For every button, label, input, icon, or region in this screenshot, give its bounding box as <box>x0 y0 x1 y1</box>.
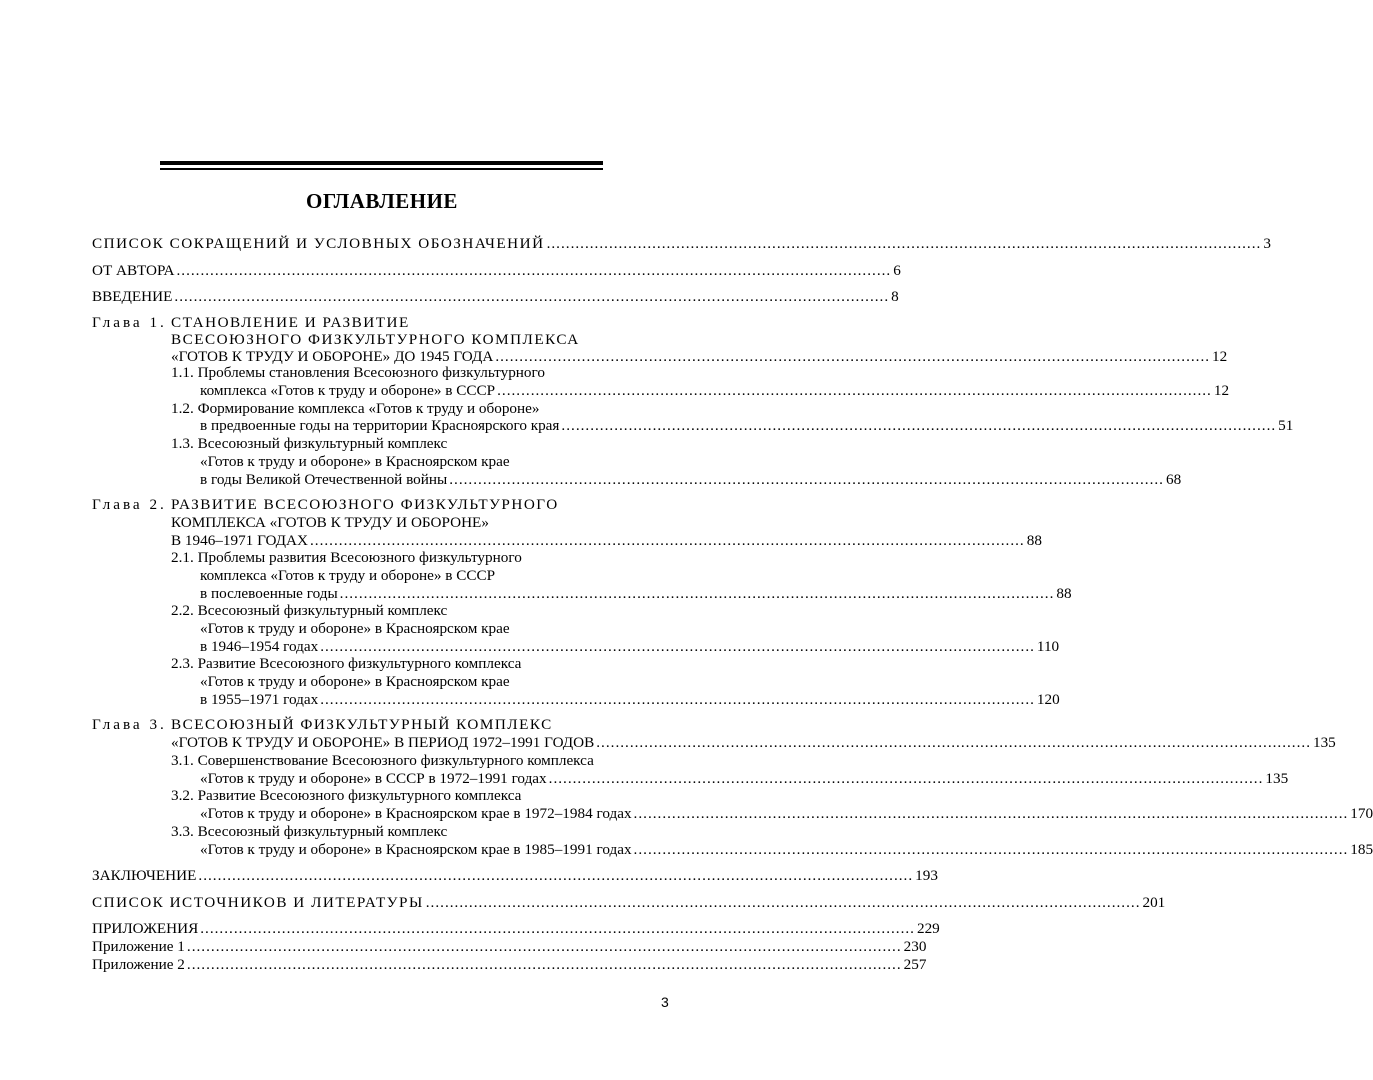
entry-text: СПИСОК СОКРАЩЕНИЙ И УСЛОВНЫХ ОБОЗНАЧЕНИЙ <box>92 235 545 252</box>
leader-dots: ..................................................................................................................................................... <box>200 920 915 937</box>
leader-dots: ..................................................................................................................................................... <box>174 288 890 305</box>
toc-entry-introduction[interactable] <box>92 287 899 307</box>
toc-entry-author[interactable] <box>92 261 901 281</box>
toc-entry-section-1-1[interactable] <box>200 381 1230 401</box>
toc-entry-section-2-3[interactable] <box>200 690 1060 710</box>
entry-page: 185 <box>1350 841 1373 858</box>
section-3-2-line1: 3.2. Развитие Всесоюзного физкультурного комплекса <box>171 787 522 804</box>
toc-entry-appendix-1[interactable] <box>92 937 927 957</box>
entry-text: «ГОТОВ К ТРУДУ И ОБОРОНЕ» ДО 1945 ГОДА <box>171 348 494 365</box>
entry-page: 230 <box>903 938 927 955</box>
leader-dots: ..................................................................................................................................................... <box>320 691 1035 708</box>
entry-page: 12 <box>1212 348 1228 365</box>
leader-dots: ..................................................................................................................................................... <box>633 805 1349 822</box>
entry-text: ВВЕДЕНИЕ <box>92 288 173 305</box>
leader-dots: ..................................................................................................................................................... <box>320 638 1035 655</box>
section-1-3-line1: 1.3. Всесоюзный физкультурный комплекс <box>171 435 448 452</box>
entry-page: 193 <box>915 867 938 884</box>
entry-text: В 1946–1971 ГОДАХ <box>171 532 308 549</box>
chapter-2-title-line2: КОМПЛЕКСА «ГОТОВ К ТРУДУ И ОБОРОНЕ» <box>171 514 489 531</box>
leader-dots: ..................................................................................................................................................... <box>596 734 1311 751</box>
entry-page: 135 <box>1312 734 1336 751</box>
leader-dots: ..................................................................................................................................................... <box>561 417 1277 434</box>
entry-page: 88 <box>1056 585 1072 602</box>
leader-dots: ..................................................................................................................................................... <box>339 585 1055 602</box>
toc-entry-section-1-2[interactable] <box>200 416 1294 436</box>
toc-entry-sources[interactable] <box>92 893 1166 913</box>
entry-text: в предвоенные годы на территории Красноярского края <box>200 417 560 434</box>
entry-text: ПРИЛОЖЕНИЯ <box>92 920 199 937</box>
entry-page: 8 <box>891 288 899 305</box>
section-3-1-line1: 3.1. Совершенствование Всесоюзного физкультурного комплекса <box>171 752 594 769</box>
toc-entry-chapter-3[interactable] <box>171 733 1336 753</box>
leader-dots: ..................................................................................................................................................... <box>425 894 1141 911</box>
entry-text: в годы Великой Отечественной войны <box>200 471 448 488</box>
section-1-3-line2: «Готов к труду и обороне» в Красноярском крае <box>200 453 510 470</box>
toc-entry-section-3-3[interactable] <box>200 840 1373 860</box>
page-number: 3 <box>661 994 669 1010</box>
leader-dots: ..................................................................................................................................................... <box>309 532 1025 549</box>
entry-page: 51 <box>1278 417 1294 434</box>
entry-text: в 1946–1954 годах <box>200 638 319 655</box>
chapter-3-label: Глава 3. <box>92 716 167 733</box>
entry-page: 170 <box>1350 805 1373 822</box>
chapter-1-title-line2: ВСЕСОЮЗНОГО ФИЗКУЛЬТУРНОГО КОМПЛЕКСА <box>171 331 580 348</box>
leader-dots: ..................................................................................................................................................... <box>633 841 1349 858</box>
entry-text: комплекса «Готов к труду и обороне» в СССР <box>200 382 496 399</box>
entry-page: 120 <box>1036 691 1060 708</box>
entry-page: 12 <box>1213 382 1230 399</box>
chapter-2-title-line1: РАЗВИТИЕ ВСЕСОЮЗНОГО ФИЗКУЛЬТУРНОГО <box>171 496 559 513</box>
leader-dots: ..................................................................................................................................................... <box>546 235 1262 252</box>
entry-page: 135 <box>1265 770 1289 787</box>
section-2-2-line1: 2.2. Всесоюзный физкультурный комплекс <box>171 602 448 619</box>
toc-entry-section-3-2[interactable] <box>200 804 1373 824</box>
leader-dots: ..................................................................................................................................................... <box>548 770 1264 787</box>
entry-text: в послевоенные годы <box>200 585 338 602</box>
entry-page: 201 <box>1142 894 1166 911</box>
section-2-2-line2: «Готов к труду и обороне» в Красноярском крае <box>200 620 510 637</box>
entry-page: 229 <box>916 920 940 937</box>
entry-page: 257 <box>903 956 927 973</box>
toc-entry-section-1-3[interactable] <box>200 470 1182 490</box>
leader-dots: ..................................................................................................................................................... <box>497 382 1212 399</box>
toc-entry-appendix-2[interactable] <box>92 955 927 975</box>
chapter-2-label: Глава 2. <box>92 496 167 513</box>
toc-entry-conclusion[interactable] <box>92 866 938 886</box>
toc-entry-abbreviations[interactable] <box>92 234 1271 254</box>
section-2-3-line2: «Готов к труду и обороне» в Красноярском крае <box>200 673 510 690</box>
section-2-1-line1: 2.1. Проблемы развития Всесоюзного физкультурного <box>171 549 522 566</box>
entry-text: «ГОТОВ К ТРУДУ И ОБОРОНЕ» В ПЕРИОД 1972–1991 ГОДОВ <box>171 734 595 751</box>
entry-text: в 1955–1971 годах <box>200 691 319 708</box>
leader-dots: ..................................................................................................................................................... <box>449 471 1164 488</box>
leader-dots: ..................................................................................................................................................... <box>495 348 1211 365</box>
entry-page: 6 <box>893 262 901 279</box>
entry-text: ЗАКЛЮЧЕНИЕ <box>92 867 197 884</box>
entry-text: Приложение 2 <box>92 956 185 973</box>
section-2-3-line1: 2.3. Развитие Всесоюзного физкультурного комплекса <box>171 655 522 672</box>
section-1-1-line1: 1.1. Проблемы становления Всесоюзного физкультурного <box>171 364 545 381</box>
leader-dots: ..................................................................................................................................................... <box>186 956 902 973</box>
chapter-3-title-line1: ВСЕСОЮЗНЫЙ ФИЗКУЛЬТУРНЫЙ КОМПЛЕКС <box>171 716 553 733</box>
toc-entry-appendices[interactable] <box>92 919 940 939</box>
entry-text: Приложение 1 <box>92 938 185 955</box>
leader-dots: ..................................................................................................................................................... <box>186 938 902 955</box>
section-2-1-line2: комплекса «Готов к труду и обороне» в СССР <box>200 567 496 584</box>
section-3-3-line1: 3.3. Всесоюзный физкультурный комплекс <box>171 823 448 840</box>
entry-text: «Готов к труду и обороне» в СССР в 1972–1991 годах <box>200 770 547 787</box>
chapter-1-label: Глава 1. <box>92 314 167 331</box>
leader-dots: ..................................................................................................................................................... <box>176 262 892 279</box>
entry-text: ОТ АВТОРА <box>92 262 175 279</box>
leader-dots: ..................................................................................................................................................... <box>198 867 914 884</box>
entry-page: 88 <box>1026 532 1042 549</box>
entry-text: «Готов к труду и обороне» в Красноярском крае в 1972–1984 годах <box>200 805 632 822</box>
entry-page: 3 <box>1263 235 1271 252</box>
entry-page: 110 <box>1036 638 1060 655</box>
chapter-1-title-line1: СТАНОВЛЕНИЕ И РАЗВИТИЕ <box>171 314 410 331</box>
page-title: ОГЛАВЛЕНИЕ <box>306 189 458 213</box>
entry-page: 68 <box>1165 471 1182 488</box>
entry-text: «Готов к труду и обороне» в Красноярском крае в 1985–1991 годах <box>200 841 632 858</box>
entry-text: СПИСОК ИСТОЧНИКОВ И ЛИТЕРАТУРЫ <box>92 894 424 911</box>
section-1-2-line1: 1.2. Формирование комплекса «Готов к труду и обороне» <box>171 400 540 417</box>
